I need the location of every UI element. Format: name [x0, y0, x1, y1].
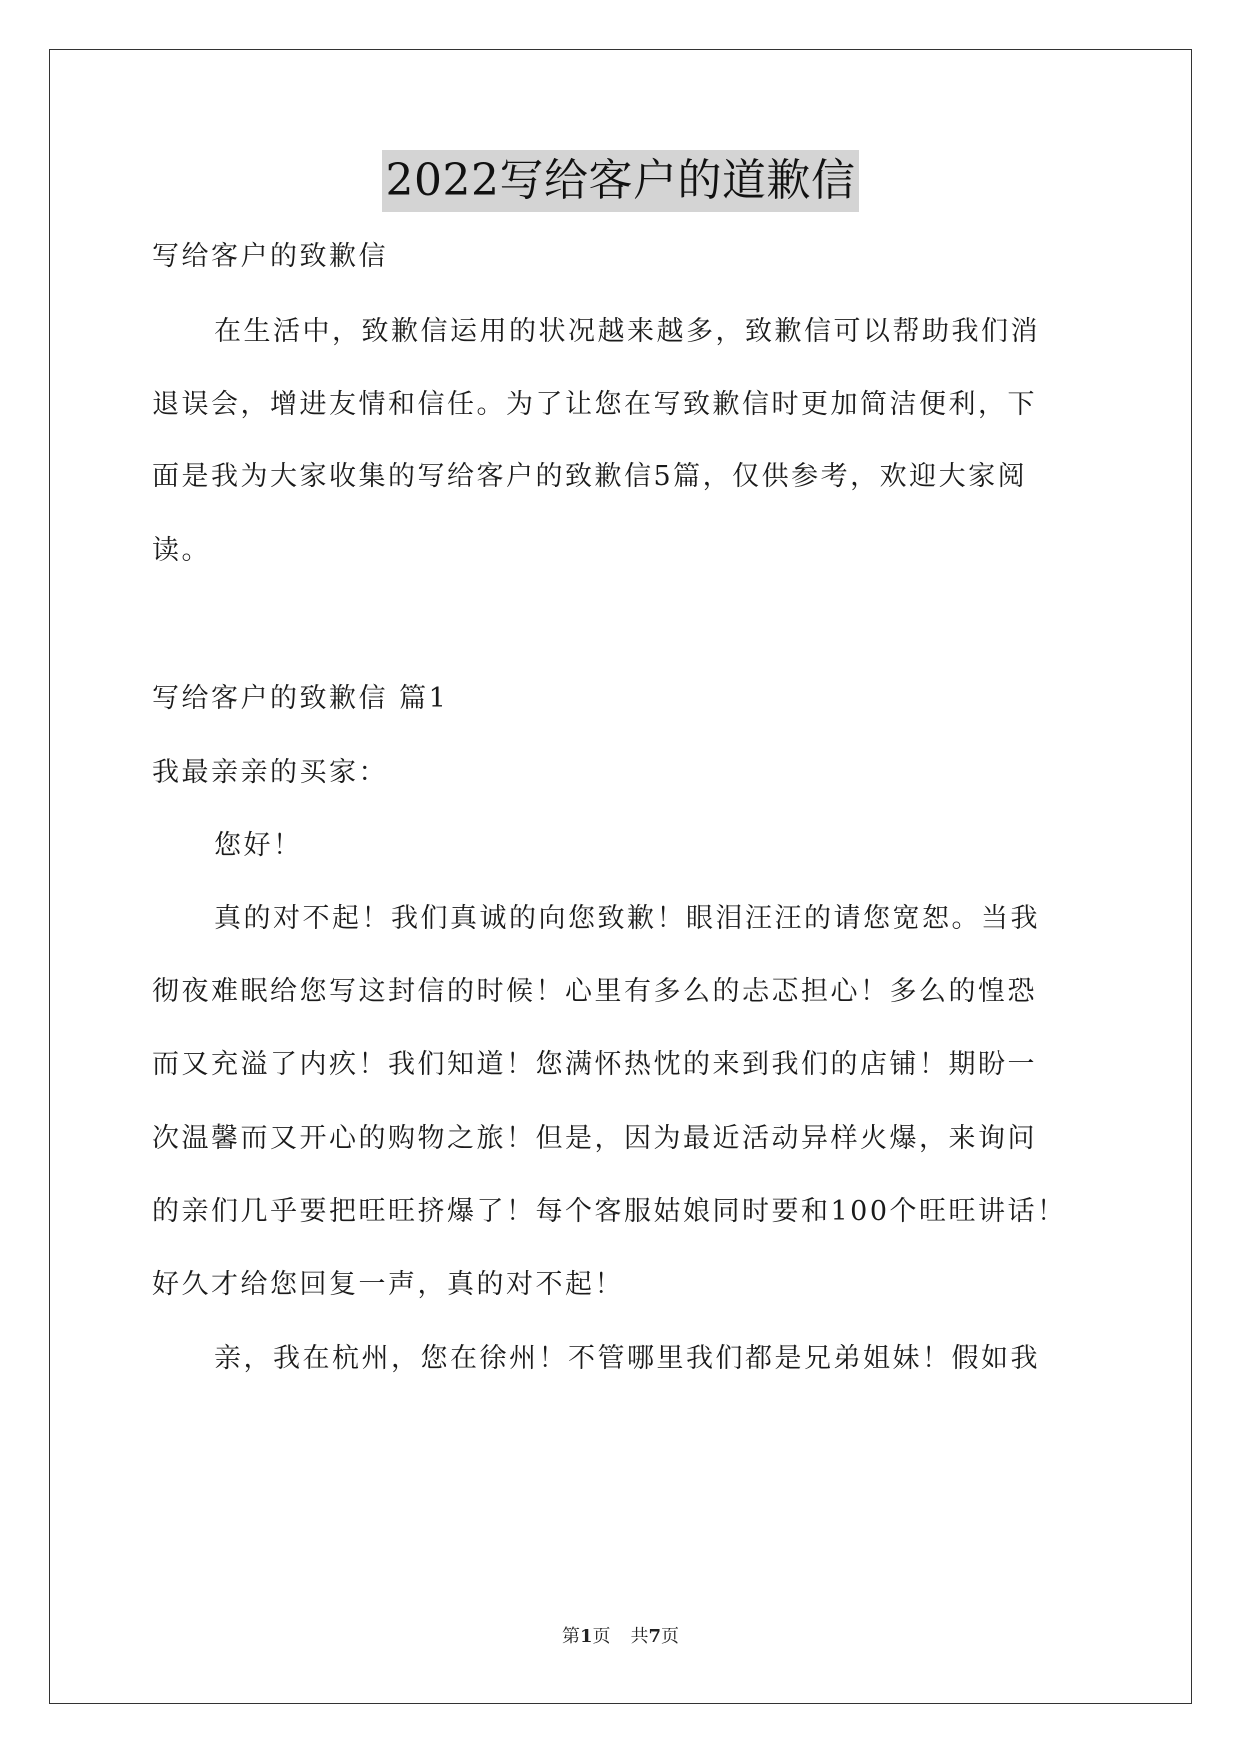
- greeting: 您好！: [214, 830, 303, 861]
- footer-total-suffix: 页: [661, 1626, 680, 1647]
- footer-page-prefix: 第: [561, 1626, 580, 1647]
- document-title: 2022写给客户的道歉信: [382, 150, 860, 212]
- body-line: 真的对不起！我们真诚的向您致歉！眼泪汪汪的请您宽恕。当我: [214, 903, 1040, 934]
- body-line: 彻夜难眠给您写这封信的时候！心里有多么的忐忑担心！多么的惶恐: [152, 976, 1037, 1007]
- footer-page-mid: 页: [592, 1626, 611, 1647]
- body-line: 亲，我在杭州，您在徐州！不管哪里我们都是兄弟姐妹！假如我: [214, 1343, 1040, 1374]
- intro-line: 读。: [152, 535, 211, 566]
- footer-total-prefix: 共: [630, 1626, 649, 1647]
- body-line: 好久才给您回复一声，真的对不起！: [152, 1269, 624, 1300]
- intro-line: 退误会，增进友情和信任。为了让您在写致歉信时更加简洁便利，下: [152, 389, 1037, 420]
- footer-page-current: 1: [579, 1626, 593, 1647]
- body-line: 的亲们几乎要把旺旺挤爆了！每个客服姑娘同时要和100个旺旺讲话！: [152, 1196, 1067, 1227]
- footer-page-total: 7: [648, 1626, 662, 1647]
- section-heading: 写给客户的致歉信 篇1: [152, 683, 449, 714]
- salutation: 我最亲亲的买家：: [152, 757, 388, 788]
- subtitle: 写给客户的致歉信: [152, 241, 388, 272]
- body-line: 而又充溢了内疚！我们知道！您满怀热忱的来到我们的店铺！期盼一: [152, 1049, 1037, 1080]
- title-wrap: [0, 150, 1241, 212]
- intro-line: 面是我为大家收集的写给客户的致歉信5篇，仅供参考，欢迎大家阅: [152, 461, 1028, 492]
- body-line: 次温馨而又开心的购物之旅！但是，因为最近活动异样火爆，来询问: [152, 1123, 1037, 1154]
- page-border: [49, 49, 1192, 1704]
- intro-line: 在生活中，致歉信运用的状况越来越多，致歉信可以帮助我们消: [214, 316, 1040, 347]
- page-footer: [0, 1625, 1241, 1649]
